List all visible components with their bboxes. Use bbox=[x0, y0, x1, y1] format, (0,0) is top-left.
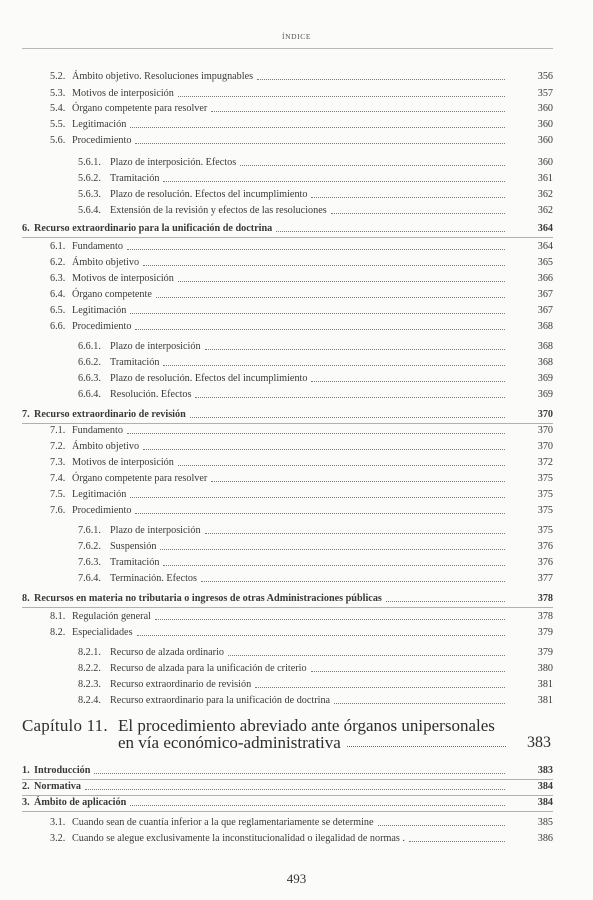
toc-entry-page: 386 bbox=[537, 833, 553, 844]
section-underline bbox=[22, 811, 553, 812]
toc-entry-row bbox=[50, 816, 553, 829]
toc-entry-title: Procedimiento bbox=[72, 505, 132, 516]
leader-dots bbox=[211, 481, 505, 482]
toc-entry-page: 379 bbox=[537, 647, 553, 658]
toc-entry-title: Ámbito objetivo. Resoluciones impugnables bbox=[72, 71, 254, 82]
leader-dots bbox=[135, 329, 505, 330]
leader-dots bbox=[163, 181, 505, 182]
toc-entry-number: 5.4. bbox=[50, 103, 66, 114]
toc-entry-title: Fundamento bbox=[72, 425, 123, 436]
toc-entry-number: 5.3. bbox=[50, 88, 66, 99]
toc-entry-page: 357 bbox=[537, 88, 553, 99]
leader-dots bbox=[334, 703, 505, 704]
toc-entry-row bbox=[78, 662, 553, 675]
toc-entry-page: 360 bbox=[537, 103, 553, 114]
toc-entry-title: Motivos de interposición bbox=[72, 88, 174, 99]
toc-entry-number: 8.2. bbox=[50, 627, 66, 638]
toc-entry-number: 6.6.3. bbox=[78, 373, 101, 384]
toc-entry-page: 379 bbox=[537, 627, 553, 638]
toc-entry-page: 369 bbox=[537, 373, 553, 384]
toc-entry-title: Regulación general bbox=[72, 611, 151, 622]
toc-entry-row bbox=[50, 240, 553, 253]
toc-entry-number: 6.6.1. bbox=[78, 341, 101, 352]
toc-entry-title: Procedimiento bbox=[72, 321, 132, 332]
toc-entry-title: Normativa bbox=[34, 781, 81, 792]
toc-entry-title: Plazo de interposición bbox=[110, 341, 201, 352]
toc-entry-page: 362 bbox=[537, 189, 553, 200]
toc-entry-page: 364 bbox=[537, 223, 553, 234]
toc-entry-page: 356 bbox=[537, 71, 553, 82]
leader-dots bbox=[127, 249, 505, 250]
toc-entry-number: 7.6. bbox=[50, 505, 66, 516]
toc-entry-number: 5.6.1. bbox=[78, 157, 101, 168]
leader-dots bbox=[211, 111, 505, 112]
toc-entry-title: Introducción bbox=[34, 765, 91, 776]
toc-entry-number: 7.6.1. bbox=[78, 525, 101, 536]
toc-entry-page: 376 bbox=[537, 557, 553, 568]
toc-entry-page: 368 bbox=[537, 321, 553, 332]
toc-entry-title: Motivos de interposición bbox=[72, 457, 174, 468]
toc-entry-row bbox=[78, 388, 553, 401]
toc-entry-row bbox=[78, 694, 553, 707]
leader-dots bbox=[163, 365, 505, 366]
toc-entry-number: 6.6.2. bbox=[78, 357, 101, 368]
chapter-title-line-1: El procedimiento abreviado ante órganos unipersonales bbox=[118, 716, 495, 735]
toc-entry-title: Tramitación bbox=[110, 557, 160, 568]
toc-section-row bbox=[22, 592, 553, 605]
toc-entry-row bbox=[50, 472, 553, 485]
toc-entry-row bbox=[50, 304, 553, 317]
leader-dots bbox=[228, 655, 505, 656]
toc-entry-title: Ámbito objetivo bbox=[72, 441, 140, 452]
leader-dots bbox=[331, 213, 505, 214]
toc-entry-title: Órgano competente para resolver bbox=[72, 473, 208, 484]
leader-dots bbox=[378, 825, 505, 826]
toc-entry-title: Órgano competente para resolver bbox=[72, 103, 208, 114]
toc-entry-page: 375 bbox=[537, 505, 553, 516]
toc-entry-row bbox=[78, 556, 553, 569]
leader-dots bbox=[155, 619, 505, 620]
toc-entry-title: Plazo de interposición bbox=[110, 525, 201, 536]
toc-entry-row bbox=[78, 172, 553, 185]
header-rule bbox=[22, 48, 553, 49]
chapter-title-line-2-wrap bbox=[118, 734, 510, 751]
toc-entry-title: Recurso extraordinario de revisión bbox=[34, 409, 186, 420]
toc-entry-number: 7.6.4. bbox=[78, 573, 101, 584]
leader-dots bbox=[205, 533, 505, 534]
leader-dots bbox=[156, 297, 505, 298]
chapter-page: 383 bbox=[527, 734, 551, 751]
toc-entry-number: 8.2.1. bbox=[78, 647, 101, 658]
toc-entry-number: 6.3. bbox=[50, 273, 66, 284]
toc-entry-page: 370 bbox=[537, 409, 553, 420]
toc-entry-number: 7.2. bbox=[50, 441, 66, 452]
toc-entry-page: 383 bbox=[537, 765, 553, 776]
toc-entry-number: 5.2. bbox=[50, 71, 66, 82]
leader-dots bbox=[127, 433, 505, 434]
toc-section-row bbox=[22, 780, 553, 793]
toc-entry-title: Ámbito de aplicación bbox=[34, 797, 127, 808]
toc-entry-title: Legitimación bbox=[72, 119, 127, 130]
toc-entry-row bbox=[78, 540, 553, 553]
toc-entry-title: Plazo de resolución. Efectos del incumplimiento bbox=[110, 373, 308, 384]
toc-entry-number: 6. bbox=[22, 223, 30, 234]
toc-entry-title: Terminación. Efectos bbox=[110, 573, 197, 584]
toc-entry-title: Procedimiento bbox=[72, 135, 132, 146]
leader-dots bbox=[178, 281, 505, 282]
toc-entry-page: 381 bbox=[537, 679, 553, 690]
leader-dots bbox=[130, 127, 505, 128]
toc-entry-title: Motivos de interposición bbox=[72, 273, 174, 284]
leader-dots bbox=[240, 165, 505, 166]
toc-entry-row bbox=[78, 646, 553, 659]
toc-entry-number: 6.1. bbox=[50, 241, 66, 252]
toc-entry-number: 7.1. bbox=[50, 425, 66, 436]
toc-entry-page: 367 bbox=[537, 289, 553, 300]
toc-entry-number: 8.2.2. bbox=[78, 663, 101, 674]
leader-dots bbox=[311, 381, 505, 382]
leader-dots bbox=[143, 265, 505, 266]
toc-entry-row bbox=[50, 272, 553, 285]
toc-entry-page: 364 bbox=[537, 241, 553, 252]
toc-entry-number: 1. bbox=[22, 765, 30, 776]
leader-dots bbox=[409, 841, 505, 842]
leader-dots bbox=[386, 601, 505, 602]
toc-entry-page: 360 bbox=[537, 135, 553, 146]
toc-entry-row bbox=[78, 340, 553, 353]
toc-entry-page: 368 bbox=[537, 357, 553, 368]
toc-entry-page: 369 bbox=[537, 389, 553, 400]
toc-entry-number: 6.2. bbox=[50, 257, 66, 268]
toc-entry-page: 375 bbox=[537, 489, 553, 500]
toc-entry-number: 6.6. bbox=[50, 321, 66, 332]
toc-entry-title: Legitimación bbox=[72, 489, 127, 500]
leader-dots bbox=[178, 465, 505, 466]
toc-entry-row bbox=[50, 440, 553, 453]
leader-dots bbox=[94, 773, 505, 774]
toc-entry-page: 362 bbox=[537, 205, 553, 216]
toc-entry-number: 8.2.3. bbox=[78, 679, 101, 690]
toc-entry-title: Recurso de alzada para la unificación de criterio bbox=[110, 663, 307, 674]
toc-entry-row bbox=[50, 320, 553, 333]
toc-entry-number: 7.3. bbox=[50, 457, 66, 468]
toc-entry-page: 377 bbox=[537, 573, 553, 584]
toc-entry-page: 360 bbox=[537, 119, 553, 130]
toc-section-row bbox=[22, 222, 553, 235]
toc-entry-title: Cuando sean de cuantía inferior a la que reglamentariamente se determine bbox=[72, 817, 374, 828]
toc-entry-title: Ámbito objetivo bbox=[72, 257, 140, 268]
leader-dots bbox=[160, 549, 505, 550]
toc-entry-number: 5.6.2. bbox=[78, 173, 101, 184]
toc-entry-title: Tramitación bbox=[110, 357, 160, 368]
toc-entry-page: 370 bbox=[537, 441, 553, 452]
toc-entry-title: Suspensión bbox=[110, 541, 157, 552]
toc-entry-title: Plazo de resolución. Efectos del incumplimiento bbox=[110, 189, 308, 200]
toc-entry-page: 378 bbox=[537, 611, 553, 622]
toc-entry-row bbox=[78, 156, 553, 169]
toc-entry-row bbox=[50, 134, 553, 147]
leader-dots bbox=[130, 497, 505, 498]
toc-entry-page: 368 bbox=[537, 341, 553, 352]
toc-section-row bbox=[22, 408, 553, 421]
toc-entry-number: 7.4. bbox=[50, 473, 66, 484]
toc-entry-title: Recurso extraordinario para la unificación de doctrina bbox=[110, 695, 331, 706]
leader-dots bbox=[163, 565, 505, 566]
toc-entry-page: 385 bbox=[537, 817, 553, 828]
toc-entry-row bbox=[50, 288, 553, 301]
toc-entry-row bbox=[78, 524, 553, 537]
toc-entry-number: 3.1. bbox=[50, 817, 66, 828]
chapter-leader-dots bbox=[347, 746, 506, 747]
toc-entry-number: 5.6. bbox=[50, 135, 66, 146]
leader-dots bbox=[311, 197, 505, 198]
toc-entry-row bbox=[50, 256, 553, 269]
toc-entry-page: 372 bbox=[537, 457, 553, 468]
toc-entry-title: Cuando se alegue exclusivamente la inconstitucionalidad o ilegalidad de normas . bbox=[72, 833, 405, 844]
toc-entry-row bbox=[78, 356, 553, 369]
toc-entry-title: Recurso extraordinario para la unificación de doctrina bbox=[34, 223, 273, 234]
toc-entry-page: 381 bbox=[537, 695, 553, 706]
toc-entry-row bbox=[78, 572, 553, 585]
toc-entry-row bbox=[50, 504, 553, 517]
chapter-heading bbox=[22, 717, 553, 759]
toc-entry-title: Resolución. Efectos bbox=[110, 389, 192, 400]
leader-dots bbox=[137, 635, 505, 636]
toc-entry-title: Fundamento bbox=[72, 241, 123, 252]
toc-entry-title: Plazo de interposición. Efectos bbox=[110, 157, 237, 168]
leader-dots bbox=[190, 417, 505, 418]
toc-entry-row bbox=[78, 188, 553, 201]
toc-entry-page: 376 bbox=[537, 541, 553, 552]
toc-entry-number: 5.5. bbox=[50, 119, 66, 130]
toc-entry-page: 366 bbox=[537, 273, 553, 284]
toc-entry-row bbox=[50, 488, 553, 501]
toc-entry-title: Especialidades bbox=[72, 627, 133, 638]
leader-dots bbox=[195, 397, 505, 398]
toc-entry-page: 370 bbox=[537, 425, 553, 436]
leader-dots bbox=[257, 79, 505, 80]
toc-entry-number: 6.5. bbox=[50, 305, 66, 316]
leader-dots bbox=[205, 349, 505, 350]
toc-entry-number: 8. bbox=[22, 593, 30, 604]
toc-entry-row bbox=[78, 372, 553, 385]
toc-entry-title: Recursos en materia no tributaria o ingresos de otras Administraciones públicas bbox=[34, 593, 382, 604]
section-underline bbox=[22, 607, 553, 608]
toc-entry-number: 7.5. bbox=[50, 489, 66, 500]
toc-entry-row bbox=[50, 626, 553, 639]
toc-entry-number: 8.2.4. bbox=[78, 695, 101, 706]
toc-entry-number: 3. bbox=[22, 797, 30, 808]
toc-entry-number: 6.4. bbox=[50, 289, 66, 300]
leader-dots bbox=[255, 687, 505, 688]
toc-entry-title: Recurso extraordinario de revisión bbox=[110, 679, 252, 690]
toc-entry-page: 375 bbox=[537, 525, 553, 536]
toc-entry-row bbox=[78, 678, 553, 691]
toc-entry-row bbox=[50, 832, 553, 845]
leader-dots bbox=[311, 671, 505, 672]
leader-dots bbox=[130, 313, 505, 314]
toc-entry-number: 2. bbox=[22, 781, 30, 792]
toc-section-row bbox=[22, 796, 553, 809]
toc-entry-number: 5.6.3. bbox=[78, 189, 101, 200]
toc-entry-row bbox=[50, 424, 553, 437]
toc-entry-number: 6.6.4. bbox=[78, 389, 101, 400]
section-underline bbox=[22, 237, 553, 238]
leader-dots bbox=[135, 143, 505, 144]
toc-section-row bbox=[22, 764, 553, 777]
toc-entry-page: 378 bbox=[537, 593, 553, 604]
toc-entry-title: Órgano competente bbox=[72, 289, 152, 300]
toc-entry-row bbox=[50, 118, 553, 131]
page-number: 493 bbox=[286, 871, 307, 886]
leader-dots bbox=[201, 581, 505, 582]
toc-entry-row bbox=[78, 204, 553, 217]
leader-dots bbox=[85, 789, 505, 790]
toc-entry-title: Tramitación bbox=[110, 173, 160, 184]
leader-dots bbox=[130, 805, 505, 806]
toc-entry-number: 5.6.4. bbox=[78, 205, 101, 216]
toc-entry-page: 375 bbox=[537, 473, 553, 484]
toc-entry-page: 365 bbox=[537, 257, 553, 268]
toc-entry-page: 367 bbox=[537, 305, 553, 316]
leader-dots bbox=[178, 96, 505, 97]
toc-entry-page: 380 bbox=[537, 663, 553, 674]
leader-dots bbox=[276, 231, 505, 232]
toc-entry-title: Legitimación bbox=[72, 305, 127, 316]
chapter-title-line-2: en vía económico-administrativa bbox=[118, 733, 341, 752]
leader-dots bbox=[143, 449, 505, 450]
running-header: ÍNDICE bbox=[281, 32, 311, 41]
toc-entry-page: 360 bbox=[537, 157, 553, 168]
toc-entry-number: 3.2. bbox=[50, 833, 66, 844]
toc-entry-number: 7.6.3. bbox=[78, 557, 101, 568]
toc-entry-page: 384 bbox=[537, 781, 553, 792]
chapter-label: Capítulo 11. bbox=[22, 716, 108, 735]
toc-entry-title: Extensión de la revisión y efectos de las resoluciones bbox=[110, 205, 327, 216]
toc-entry-row bbox=[50, 610, 553, 623]
toc-entry-number: 7.6.2. bbox=[78, 541, 101, 552]
toc-entry-row bbox=[50, 102, 553, 115]
toc-entry-number: 8.1. bbox=[50, 611, 66, 622]
toc-entry-row bbox=[50, 456, 553, 469]
leader-dots bbox=[135, 513, 505, 514]
toc-entry-title: Recurso de alzada ordinario bbox=[110, 647, 224, 658]
toc-entry-number: 7. bbox=[22, 409, 30, 420]
toc-entry-page: 384 bbox=[537, 797, 553, 808]
toc-entry-page: 361 bbox=[537, 173, 553, 184]
toc-entry-row bbox=[50, 87, 553, 100]
toc-entry-row bbox=[50, 70, 553, 83]
